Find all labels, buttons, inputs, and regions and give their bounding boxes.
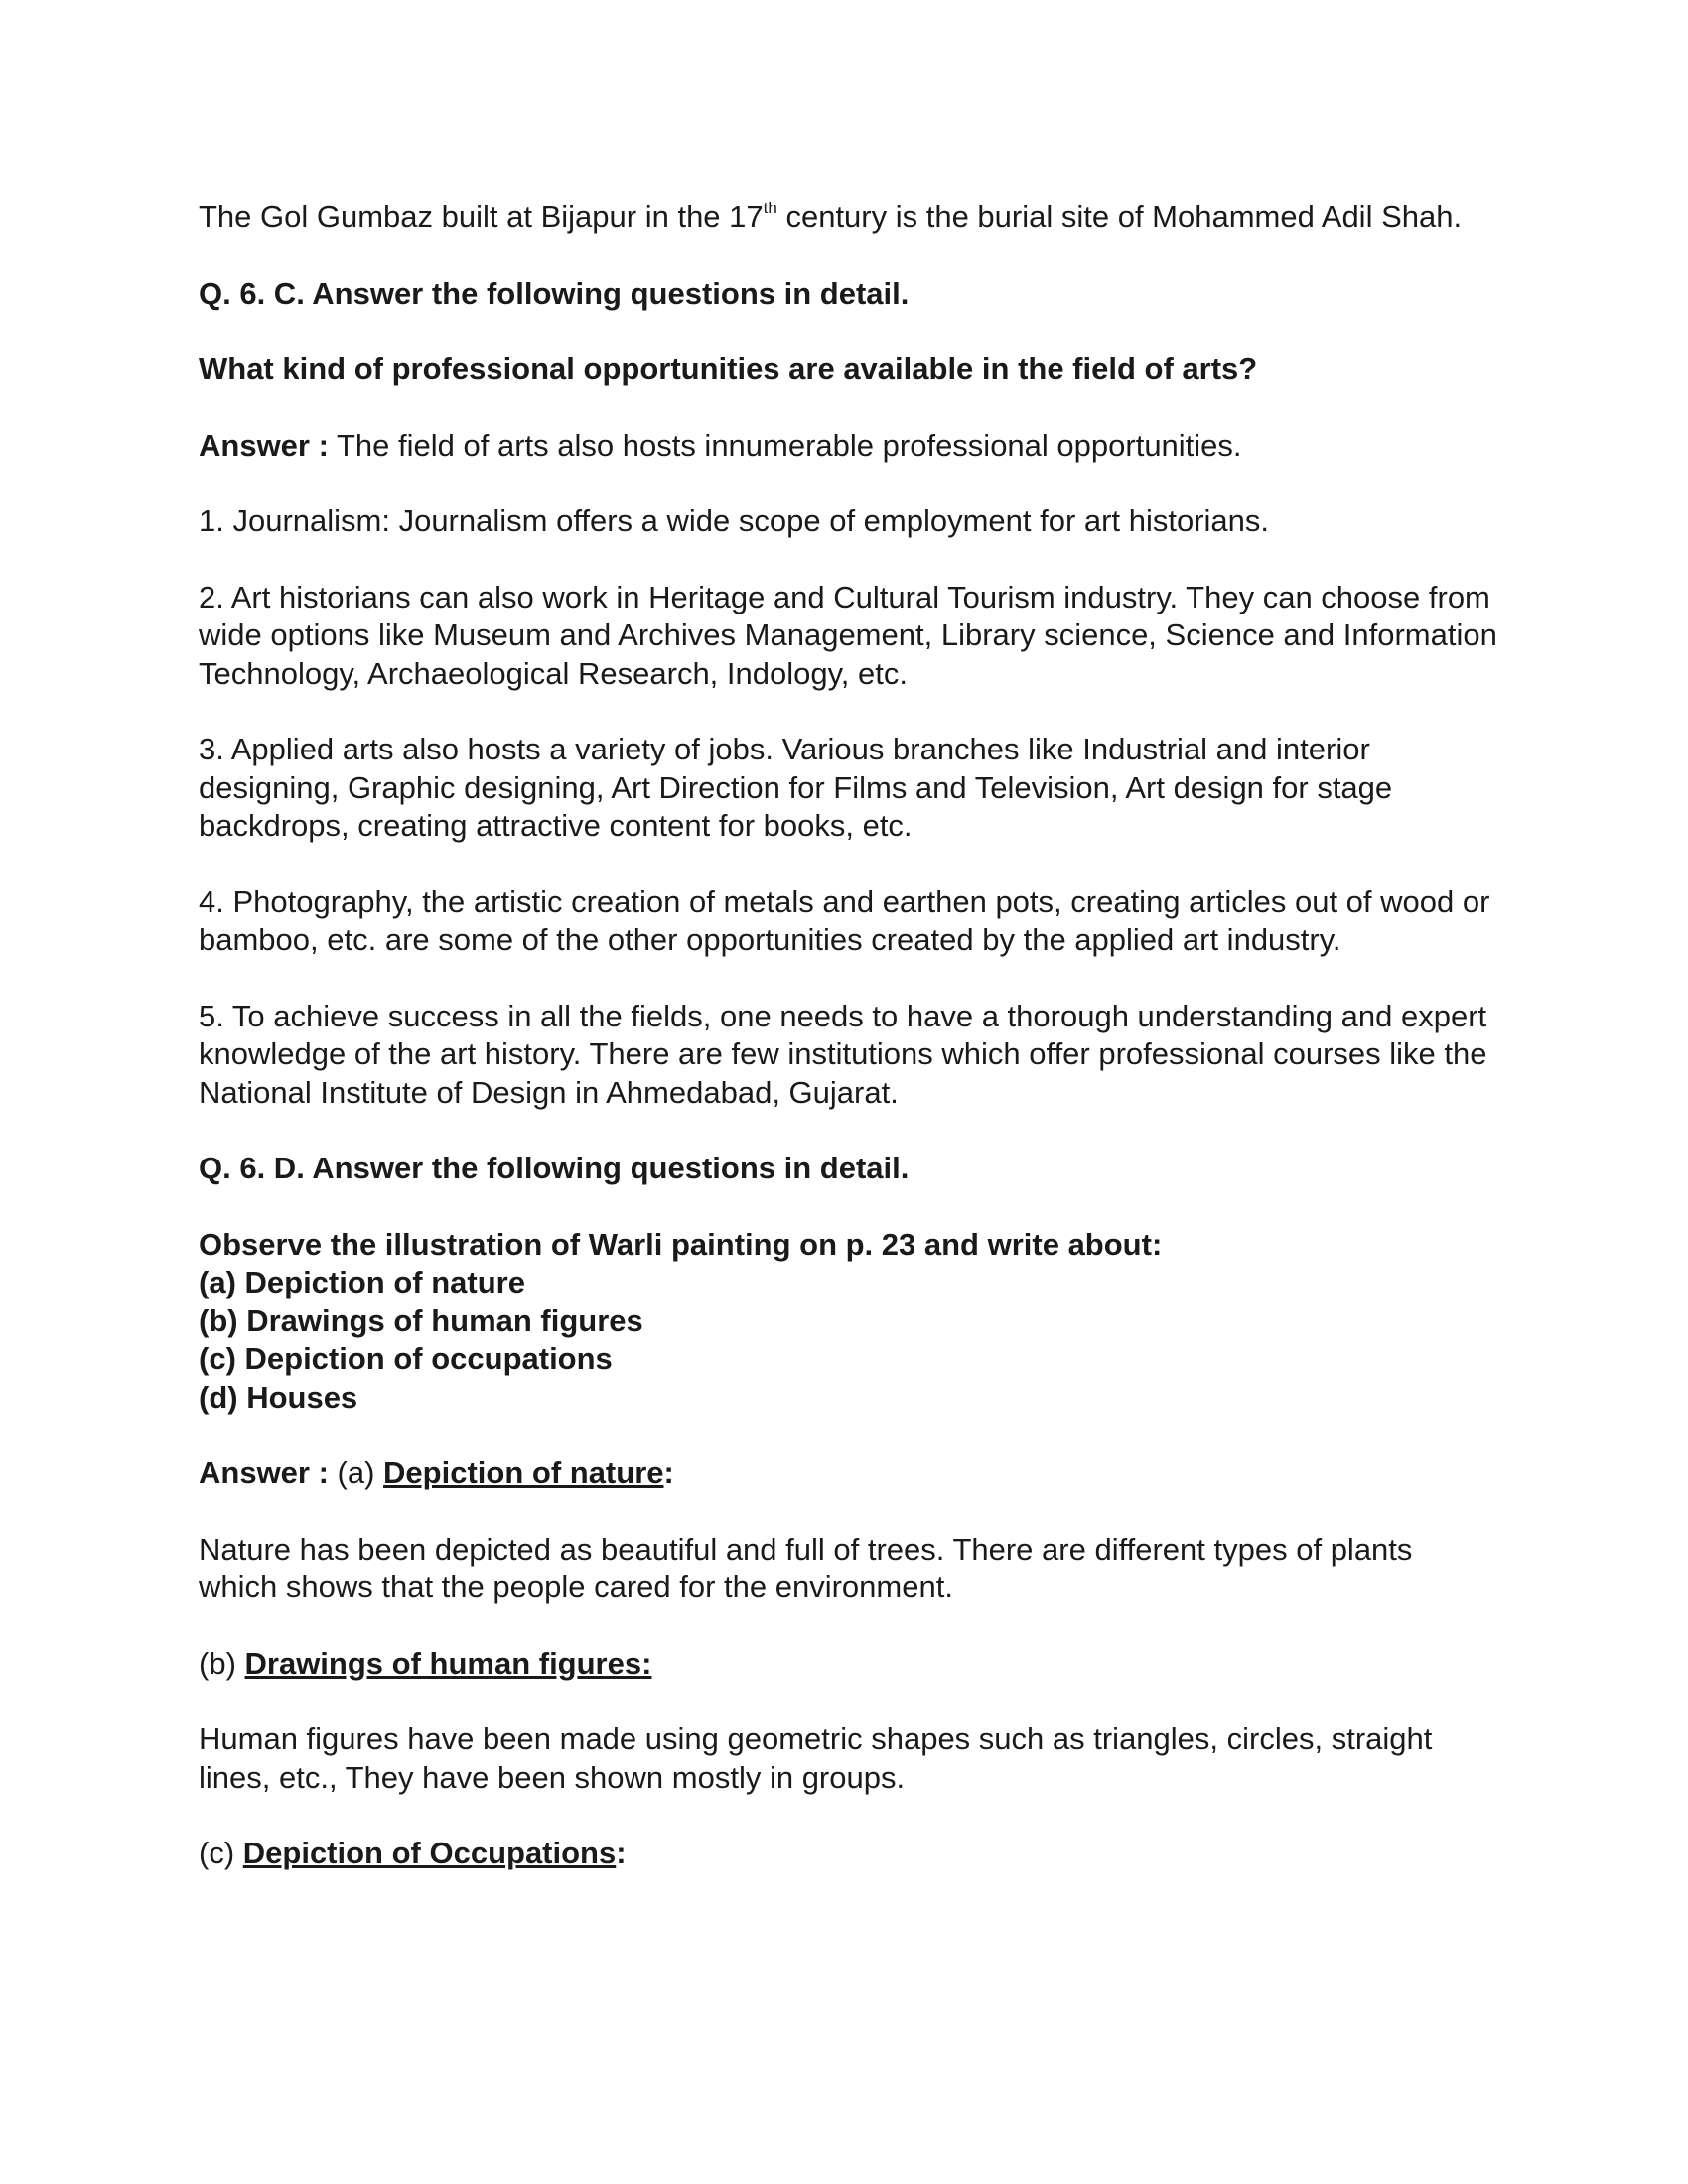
answer-a-title: Depiction of nature [383, 1455, 664, 1490]
q6d-question-item-a: (a) Depiction of nature [199, 1265, 525, 1299]
q6d-answer-a-text: Nature has been depicted as beautiful and full of trees. There are different types of plants which shows that the people cared for the environment. [199, 1531, 1413, 1604]
q6c-point-5: 5. To achieve success in all the fields, one needs to have a thorough understanding and expert knowledge of the art history. There are few institutions which offer professional courses like the National Institute of Design in Ahmedabad, Gujarat. [199, 998, 1487, 1110]
intro-text-end: century is the burial site of Mohammed Adil Shah. [776, 200, 1463, 234]
q6d-answer-a-heading [199, 1454, 1499, 1493]
q6c-point-4: 4. Photography, the artistic creation of metals and earthen pots, creating articles out of wood or bamboo, etc. are some of the other opportunities created by the applied art industry. [199, 884, 1490, 957]
q6d-question-item-c: (c) Depiction of occupations [199, 1341, 613, 1376]
answer-a-colon: : [663, 1455, 674, 1490]
ordinal-suffix: th [763, 198, 777, 217]
answer-b-prefix: (b) [199, 1645, 245, 1681]
answer-label: Answer : [199, 427, 329, 463]
q6c-answer [199, 427, 1499, 466]
answer-c-title: Depiction of Occupations [242, 1836, 617, 1870]
q6d-question-item-b: (b) Drawings of human figures [199, 1302, 643, 1338]
q6d-question-item-d: (d) Houses [199, 1379, 358, 1415]
document-page [199, 199, 1499, 1911]
q6c-point-3: 3. Applied arts also hosts a variety of jobs. Various branches like Industrial and interior designing, Graphic designing, Art Direction for Films and Television, Art design for stage backdrops, creating attractive content for books, etc. [199, 732, 1393, 843]
intro-text-start: The Gol Gumbaz built at Bijapur in the 17 [199, 200, 764, 234]
q6d-question-line: Observe the illustration of Warli painting on p. 23 and write about: [199, 1226, 1163, 1262]
answer-text: The field of arts also hosts innumerable professional opportunities. [328, 427, 1242, 463]
q6c-heading: Q. 6. C. Answer the following questions in detail. [199, 275, 910, 311]
q6c-question: What kind of professional opportunities are available in the field of arts? [199, 351, 1258, 386]
answer-a-prefix: (a) [328, 1455, 384, 1490]
q6c-point-2: 2. Art historians can also work in Heritage and Cultural Tourism industry. They can choose from wide options like Museum and Archives Management, Library science, Science and Information Technology, Archaeological Research, Indology, etc. [199, 579, 1497, 691]
answer-b-title: Drawings of human figures: [244, 1645, 652, 1681]
intro-paragraph [199, 199, 1499, 237]
q6d-question [199, 1226, 1499, 1418]
q6d-answer-b-heading [199, 1645, 1499, 1684]
q6c-point-1: 1. Journalism: Journalism offers a wide scope of employment for art historians. [199, 503, 1270, 538]
q6d-heading: Q. 6. D. Answer the following questions in detail. [199, 1151, 910, 1185]
answer-label: Answer : [199, 1455, 329, 1490]
answer-c-colon: : [616, 1836, 627, 1870]
q6d-answer-b-text: Human figures have been made using geometric shapes such as triangles, circles, straight lines, etc., They have been shown mostly in groups. [199, 1721, 1433, 1795]
answer-c-prefix: (c) [199, 1836, 243, 1870]
q6d-answer-c-heading [199, 1835, 1499, 1873]
